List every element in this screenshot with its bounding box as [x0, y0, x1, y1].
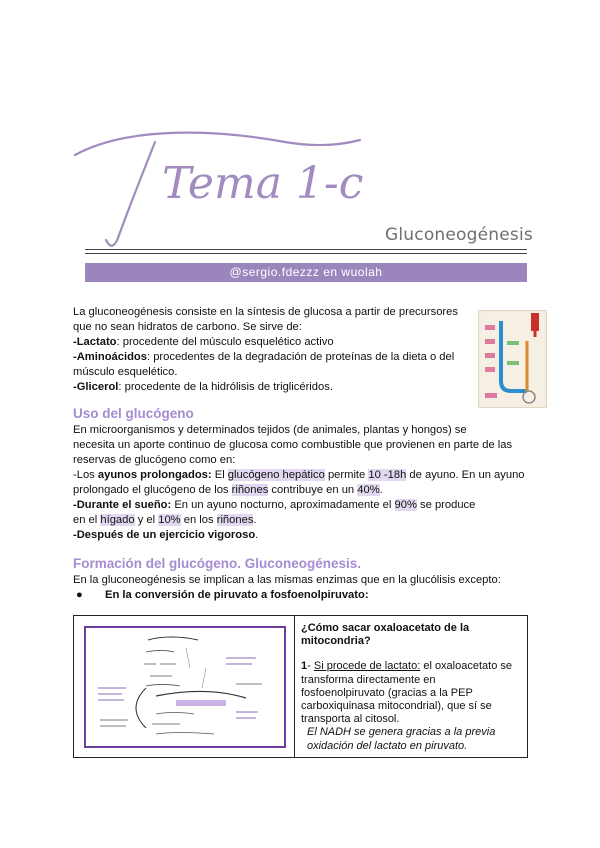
- item-number: 1: [301, 660, 308, 673]
- metabolic-pathway-figure: [478, 310, 547, 408]
- aminoacidos-item-cont: músculo esquelético.: [73, 366, 178, 378]
- aminoacidos-text: : procedentes de la degradación de proteínas de la dieta o del: [146, 351, 455, 363]
- handwritten-notes-figure: [84, 626, 286, 748]
- glicerol-label: -Glicerol: [73, 381, 119, 393]
- uso-line: En microorganismos y determinados tejidos (de animales, plantas y hongos) se: [73, 424, 467, 436]
- handwritten-sketch: [86, 628, 284, 746]
- divider-bottom: [85, 253, 527, 254]
- explanation-text: transforma directamente en: [301, 673, 436, 686]
- sueno-item: [73, 498, 543, 513]
- intro-section: [73, 305, 543, 395]
- bullet-icon: ●: [76, 589, 83, 601]
- page-title: Tema 1-c: [162, 158, 364, 209]
- bullet-text: En la conversión de piruvato a fosfoenolpiruvato:: [105, 589, 369, 601]
- sueno-text: en el: [73, 514, 101, 526]
- explanation-text: fosfoenolpiruvato (gracias a la PEP: [301, 686, 473, 699]
- lactato-text: : procedente del músculo esquelético activo: [116, 336, 334, 348]
- uso-section: [73, 423, 543, 543]
- section-heading-uso: Uso del glucógeno: [73, 406, 194, 421]
- uso-line: necesita un aporte continuo de glucosa como combustible que provienen en parte de las: [73, 439, 513, 451]
- highlight: 10%: [158, 514, 181, 526]
- highlight: hígado: [100, 514, 135, 526]
- highlight: glucógeno hepático: [227, 469, 325, 481]
- explanation-text: el oxaloacetato se: [420, 660, 512, 673]
- ayunos-text: permite: [324, 469, 369, 481]
- bullet-list: [73, 588, 543, 603]
- sueno-text: En un ayuno nocturno, aproximadamente el: [171, 499, 395, 511]
- formacion-line: En la gluconeogénesis se implican a las mismas enzimas que en la glucólisis excepto:: [73, 574, 501, 586]
- highlight: 10 -18h: [368, 469, 407, 481]
- aminoacidos-label: -Aminoácidos: [73, 351, 147, 363]
- ayunos-label: ayunos prolongados:: [97, 469, 212, 481]
- table-row: [74, 616, 528, 758]
- condition-text: Si procede de lactato:: [313, 660, 421, 673]
- question-line: ¿Cómo sacar oxaloacetato de la: [301, 622, 470, 634]
- ejercicio-item: [73, 528, 543, 543]
- glicerol-item: [73, 380, 543, 395]
- divider-top: [85, 249, 527, 250]
- sueno-item-cont: [73, 513, 543, 528]
- ayunos-item: [73, 468, 543, 483]
- ayunos-text: El: [211, 469, 228, 481]
- highlight: riñones: [216, 514, 254, 526]
- item-dash: -: [307, 660, 314, 673]
- ayunos-prefix: -Los: [73, 469, 98, 481]
- question-line: mitocondria?: [301, 635, 371, 648]
- author-banner: @sergio.fdezzz en wuolah: [85, 263, 527, 282]
- aminoacidos-item: [73, 350, 543, 365]
- figure-cell: [74, 616, 295, 758]
- question-heading: [301, 622, 521, 648]
- explanation-paragraph: [301, 660, 521, 752]
- sueno-text: en los: [180, 514, 217, 526]
- ayunos-text: contribuye en un: [268, 484, 358, 496]
- sueno-text: .: [253, 514, 257, 526]
- highlight: riñones: [231, 484, 269, 496]
- sueno-text: se produce: [416, 499, 476, 511]
- ayunos-text: prolongado el glucógeno de los: [73, 484, 232, 496]
- explanation-text: carboxiquinasa mitocondrial), que sí se: [301, 700, 492, 713]
- explanation-cell: [295, 616, 528, 758]
- sueno-text: y el: [134, 514, 159, 526]
- highlight: 90%: [394, 499, 417, 511]
- sueno-label: -Durante el sueño:: [73, 499, 172, 511]
- content-table: [73, 615, 528, 758]
- note-text: El NADH se genera gracias a la previa: [307, 726, 496, 739]
- uso-line: reservas de glucógeno como en:: [73, 454, 236, 466]
- list-item: [73, 588, 543, 603]
- intro-line: La gluconeogénesis consiste en la síntesis de glucosa a partir de precursores: [73, 306, 458, 318]
- ejercicio-text: .: [255, 529, 259, 541]
- formacion-section: [73, 573, 543, 603]
- page-subtitle: Gluconeogénesis: [385, 225, 533, 245]
- lactato-item: [73, 335, 543, 350]
- lactato-label: -Lactato: [73, 336, 117, 348]
- highlight: 40%: [357, 484, 380, 496]
- section-heading-formacion: Formación del glucógeno. Gluconeogénesis.: [73, 556, 362, 571]
- ejercicio-label: -Después de un ejercicio vigoroso: [73, 529, 256, 541]
- intro-line: que no sean hidratos de carbono. Se sirve de:: [73, 321, 302, 333]
- note-text: oxidación del lactato en piruvato.: [307, 739, 468, 752]
- ayunos-text: .: [379, 484, 383, 496]
- ayunos-text: de ayuno. En un ayuno: [406, 469, 525, 481]
- glicerol-text: : procedente de la hidrólisis de triglicéridos.: [118, 381, 333, 393]
- ayunos-item-cont: [73, 483, 543, 498]
- explanation-text: transporta al citosol.: [301, 713, 400, 726]
